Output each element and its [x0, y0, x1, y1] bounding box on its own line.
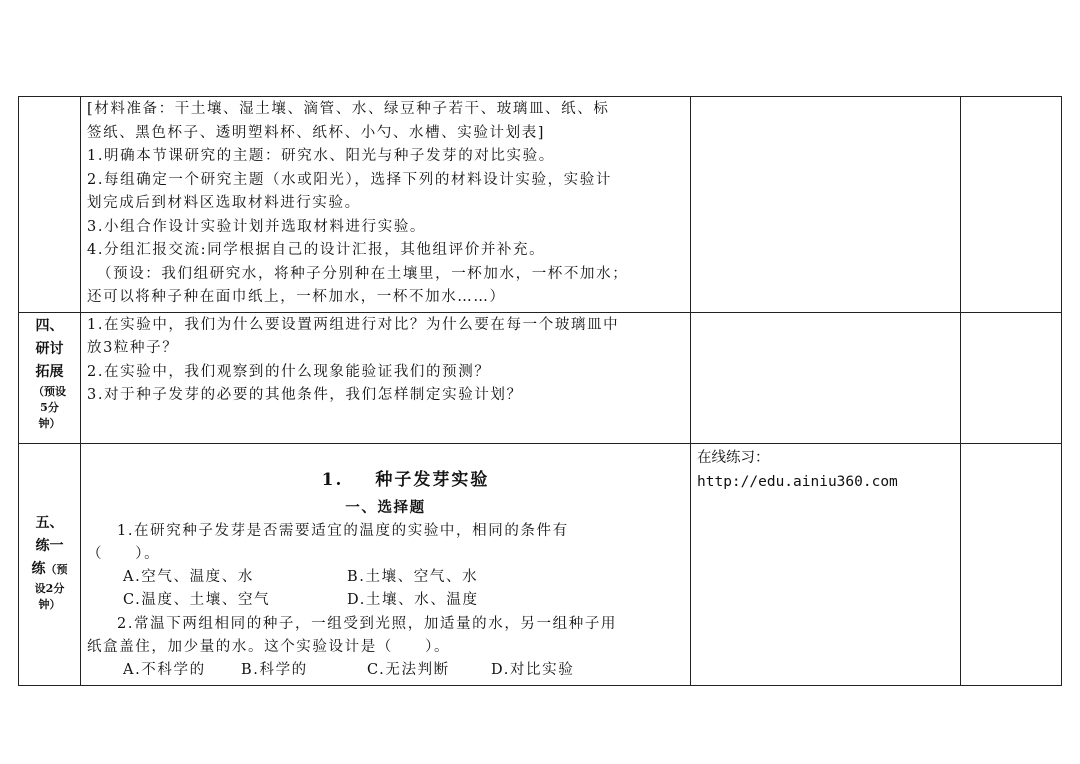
question-text: 1.在研究种子发芽是否需要适宜的温度的实验中，相同的条件有: [117, 522, 569, 539]
text-line: 划完成后到材料区选取材料进行实验。: [87, 195, 361, 211]
stage-time-note: （预: [45, 562, 68, 576]
text-line: 2.每组确定一个研究主题（水或阳光），选择下列的材料设计实验，实验计: [87, 171, 612, 188]
text-line: 1.明确本节课研究的主题：研究水、阳光与种子发芽的对比实验。: [87, 148, 555, 164]
text-line: 还可以将种子种在面巾纸上，一杯加水，一杯不加水……）: [87, 289, 506, 305]
stage-cell-practice: [19, 443, 81, 685]
option: A.不科学的: [123, 662, 206, 679]
notes-cell: [691, 97, 961, 313]
question-options: [87, 659, 684, 682]
text-line: 1.在实验中，我们为什么要设置两组进行对比？为什么要在每一个玻璃皿中: [87, 316, 620, 333]
option: D.对比实验: [491, 662, 575, 679]
remarks-cell: [961, 312, 1062, 443]
stage-cell-empty: [19, 97, 81, 313]
option: B.科学的: [241, 662, 308, 679]
notes-cell: [691, 443, 961, 685]
table-row-practice: [19, 443, 1062, 685]
procedure-cell: [81, 312, 691, 443]
exercise-title: [87, 464, 684, 496]
exercise-cell: [81, 443, 691, 685]
remarks-cell: [961, 97, 1062, 313]
stage-time-note: 5分: [40, 400, 59, 414]
text-line: 2.在实验中，我们观察到的什么现象能验证我们的预测？: [87, 363, 491, 380]
option: C.温度、土壤、空气: [123, 592, 271, 609]
exercise-section-heading: 一、选择题: [345, 498, 426, 516]
stage-label: 研讨: [35, 340, 64, 357]
option: B.土壤、空气、水: [347, 569, 479, 586]
stage-label: 五、: [35, 514, 64, 531]
stage-label: 四、: [35, 317, 64, 334]
stage-label: 拓展: [35, 363, 64, 380]
stage-time-note: 设2分: [34, 581, 65, 595]
exercise-title-number: 1.: [321, 469, 344, 490]
procedure-cell: [81, 97, 691, 313]
question-blank: （ ）。: [87, 545, 161, 562]
stage-label: 练一: [35, 537, 64, 554]
lesson-plan-table: [18, 96, 1062, 686]
text-line: （预设：我们组研究水，将种子分别种在土壤里，一杯加水，一杯不加水；: [97, 265, 629, 282]
option: D.土壤、水、温度: [347, 592, 479, 609]
question-options: [87, 589, 684, 612]
text-line: 放3粒种子？: [87, 340, 179, 356]
exercise-title-text: 种子发芽实验: [375, 469, 490, 490]
text-line: 3.对于种子发芽的必要的其他条件，我们怎样制定实验计划？: [87, 387, 523, 403]
text-line: [材料准备：干土壤、湿土壤、滴管、水、绿豆种子若干、玻璃皿、纸、标: [87, 101, 610, 117]
option: A.空气、温度、水: [123, 569, 254, 586]
option: C.无法判断: [367, 662, 450, 679]
stage-time-note: 钟）: [38, 597, 61, 611]
question-text: 纸盒盖住，加少量的水。这个实验设计是（ ）。: [87, 638, 451, 655]
text-line: 签纸、黑色杯子、透明塑料杯、纸杯、小勺、水槽、实验计划表]: [87, 124, 546, 141]
online-practice-label: 在线练习：: [697, 449, 770, 466]
table-row-materials: [19, 97, 1062, 313]
question-options: [87, 566, 684, 589]
question-text: 2.常温下两组相同的种子，一组受到光照，加适量的水，另一组种子用: [117, 615, 618, 632]
online-practice-url[interactable]: http://edu.ainiu360.com: [697, 473, 898, 490]
notes-cell: [691, 312, 961, 443]
text-line: 3.小组合作设计实验计划并选取材料进行实验。: [87, 218, 427, 235]
stage-label: 练: [31, 560, 46, 577]
stage-label-mixed: [19, 558, 80, 581]
stage-time-note: 钟）: [38, 416, 61, 430]
table-row-discussion: [19, 312, 1062, 443]
remarks-cell: [961, 443, 1062, 685]
stage-cell-discussion: [19, 312, 81, 443]
stage-time-note: （预设: [33, 384, 66, 398]
text-line: 4.分组汇报交流:同学根据自己的设计汇报，其他组评价并补充。: [87, 242, 546, 258]
